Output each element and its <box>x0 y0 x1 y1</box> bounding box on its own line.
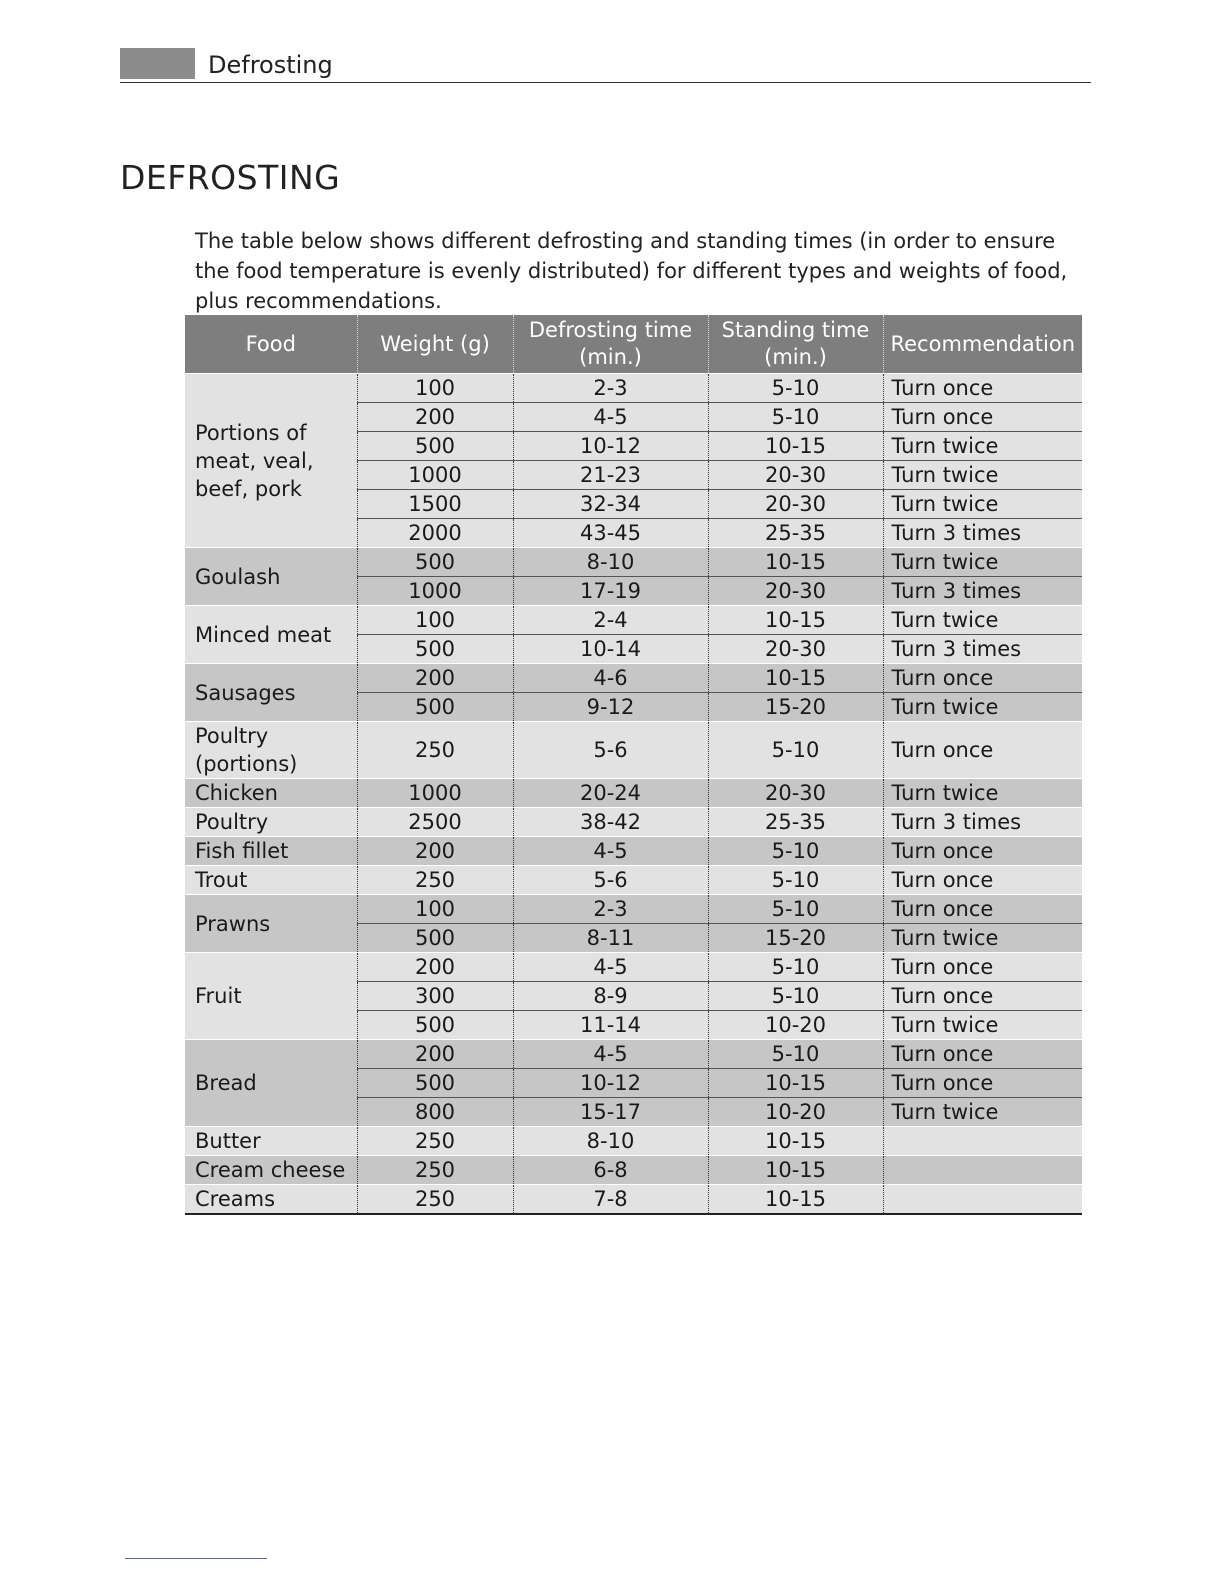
table-row <box>185 1185 1082 1215</box>
recommendation-cell <box>883 1185 1082 1215</box>
weight-cell: 500 <box>357 693 513 722</box>
standing-time-cell: 20-30 <box>708 461 883 490</box>
recommendation-cell: Turn 3 times <box>883 808 1082 837</box>
recommendation-cell: Turn once <box>883 953 1082 982</box>
defrosting-time-cell: 11-14 <box>513 1011 708 1040</box>
defrosting-time-cell: 6-8 <box>513 1156 708 1185</box>
standing-time-cell: 5-10 <box>708 403 883 432</box>
table-row <box>185 808 1082 837</box>
table-row <box>185 722 1082 779</box>
standing-time-cell: 10-15 <box>708 1127 883 1156</box>
food-cell: Poultry <box>185 808 357 837</box>
standing-time-cell: 10-15 <box>708 606 883 635</box>
standing-time-cell: 10-15 <box>708 1185 883 1215</box>
footer-line <box>125 1558 267 1559</box>
standing-time-cell: 5-10 <box>708 866 883 895</box>
standing-time-cell: 5-10 <box>708 953 883 982</box>
weight-cell: 200 <box>357 953 513 982</box>
standing-time-cell: 5-10 <box>708 722 883 779</box>
weight-cell: 500 <box>357 635 513 664</box>
weight-cell: 500 <box>357 1011 513 1040</box>
defrosting-time-cell: 8-9 <box>513 982 708 1011</box>
food-cell: Fruit <box>185 953 357 1040</box>
table-row <box>185 374 1082 403</box>
standing-time-cell: 5-10 <box>708 982 883 1011</box>
defrosting-time-cell: 20-24 <box>513 779 708 808</box>
standing-time-cell: 10-15 <box>708 664 883 693</box>
header-rule <box>120 82 1091 83</box>
recommendation-cell: Turn twice <box>883 548 1082 577</box>
standing-time-cell: 25-35 <box>708 519 883 548</box>
recommendation-cell: Turn once <box>883 866 1082 895</box>
defrosting-time-cell: 10-12 <box>513 432 708 461</box>
weight-cell: 500 <box>357 924 513 953</box>
recommendation-cell: Turn twice <box>883 1098 1082 1127</box>
weight-cell: 1500 <box>357 490 513 519</box>
defrosting-time-cell: 7-8 <box>513 1185 708 1215</box>
defrosting-time-cell: 38-42 <box>513 808 708 837</box>
recommendation-cell: Turn once <box>883 895 1082 924</box>
defrosting-time-cell: 8-10 <box>513 548 708 577</box>
weight-cell: 300 <box>357 982 513 1011</box>
defrosting-time-cell: 5-6 <box>513 866 708 895</box>
food-cell: Chicken <box>185 779 357 808</box>
standing-time-cell: 10-15 <box>708 1156 883 1185</box>
defrosting-time-cell: 4-5 <box>513 403 708 432</box>
food-cell: Portions of meat, veal, beef, pork <box>185 374 357 548</box>
defrosting-table <box>185 315 1082 1215</box>
table-row <box>185 779 1082 808</box>
recommendation-cell: Turn 3 times <box>883 519 1082 548</box>
standing-time-cell: 10-15 <box>708 548 883 577</box>
standing-time-cell: 20-30 <box>708 490 883 519</box>
standing-time-cell: 20-30 <box>708 635 883 664</box>
weight-cell: 200 <box>357 837 513 866</box>
recommendation-cell: Turn twice <box>883 924 1082 953</box>
food-cell: Butter <box>185 1127 357 1156</box>
food-cell: Poultry (portions) <box>185 722 357 779</box>
defrosting-time-cell: 2-4 <box>513 606 708 635</box>
weight-cell: 800 <box>357 1098 513 1127</box>
standing-time-cell: 5-10 <box>708 837 883 866</box>
weight-cell: 1000 <box>357 779 513 808</box>
standing-time-cell: 20-30 <box>708 577 883 606</box>
weight-cell: 100 <box>357 606 513 635</box>
recommendation-cell <box>883 1127 1082 1156</box>
defrosting-time-cell: 17-19 <box>513 577 708 606</box>
recommendation-cell: Turn 3 times <box>883 635 1082 664</box>
recommendation-cell: Turn once <box>883 1040 1082 1069</box>
weight-cell: 250 <box>357 1156 513 1185</box>
recommendation-cell: Turn twice <box>883 779 1082 808</box>
weight-cell: 200 <box>357 1040 513 1069</box>
table-row <box>185 1156 1082 1185</box>
defrosting-time-cell: 32-34 <box>513 490 708 519</box>
weight-cell: 250 <box>357 1127 513 1156</box>
table-row <box>185 895 1082 924</box>
food-cell: Creams <box>185 1185 357 1215</box>
recommendation-cell: Turn once <box>883 374 1082 403</box>
table-row <box>185 548 1082 577</box>
table-body <box>185 374 1082 1215</box>
recommendation-cell: Turn once <box>883 837 1082 866</box>
standing-time-cell: 5-10 <box>708 1040 883 1069</box>
column-header-defrosting-time: Defrosting time (min.) <box>513 315 708 374</box>
food-cell: Trout <box>185 866 357 895</box>
defrosting-time-cell: 2-3 <box>513 374 708 403</box>
table-row <box>185 837 1082 866</box>
food-cell: Prawns <box>185 895 357 953</box>
recommendation-cell: Turn twice <box>883 693 1082 722</box>
standing-time-cell: 10-15 <box>708 432 883 461</box>
defrosting-time-cell: 4-6 <box>513 664 708 693</box>
standing-time-cell: 25-35 <box>708 808 883 837</box>
defrosting-time-cell: 4-5 <box>513 1040 708 1069</box>
weight-cell: 100 <box>357 374 513 403</box>
table-row <box>185 1040 1082 1069</box>
standing-time-cell: 5-10 <box>708 374 883 403</box>
weight-cell: 1000 <box>357 577 513 606</box>
recommendation-cell: Turn once <box>883 1069 1082 1098</box>
defrosting-time-cell: 21-23 <box>513 461 708 490</box>
food-cell: Sausages <box>185 664 357 722</box>
weight-cell: 1000 <box>357 461 513 490</box>
weight-cell: 2000 <box>357 519 513 548</box>
table-header-row <box>185 315 1082 374</box>
food-cell: Cream cheese <box>185 1156 357 1185</box>
recommendation-cell: Turn twice <box>883 461 1082 490</box>
standing-time-cell: 15-20 <box>708 693 883 722</box>
food-cell: Minced meat <box>185 606 357 664</box>
recommendation-cell: Turn twice <box>883 432 1082 461</box>
defrosting-time-cell: 10-12 <box>513 1069 708 1098</box>
standing-time-cell: 15-20 <box>708 924 883 953</box>
recommendation-cell: Turn twice <box>883 1011 1082 1040</box>
table-row <box>185 606 1082 635</box>
recommendation-cell: Turn once <box>883 722 1082 779</box>
food-cell: Bread <box>185 1040 357 1127</box>
standing-time-cell: 10-20 <box>708 1011 883 1040</box>
defrosting-time-cell: 8-11 <box>513 924 708 953</box>
weight-cell: 250 <box>357 1185 513 1215</box>
defrosting-time-cell: 15-17 <box>513 1098 708 1127</box>
column-header-recommendation: Recommendation <box>883 315 1082 374</box>
recommendation-cell: Turn 3 times <box>883 577 1082 606</box>
defrosting-time-cell: 4-5 <box>513 953 708 982</box>
column-header-food: Food <box>185 315 357 374</box>
defrosting-time-cell: 2-3 <box>513 895 708 924</box>
defrosting-time-cell: 10-14 <box>513 635 708 664</box>
defrosting-time-cell: 4-5 <box>513 837 708 866</box>
recommendation-cell: Turn once <box>883 403 1082 432</box>
standing-time-cell: 10-15 <box>708 1069 883 1098</box>
weight-cell: 200 <box>357 403 513 432</box>
recommendation-cell <box>883 1156 1082 1185</box>
defrosting-time-cell: 43-45 <box>513 519 708 548</box>
table-row <box>185 953 1082 982</box>
column-header-standing-time: Standing time (min.) <box>708 315 883 374</box>
table-row <box>185 1127 1082 1156</box>
defrosting-time-cell: 5-6 <box>513 722 708 779</box>
standing-time-cell: 20-30 <box>708 779 883 808</box>
weight-cell: 250 <box>357 722 513 779</box>
food-cell: Goulash <box>185 548 357 606</box>
weight-cell: 500 <box>357 432 513 461</box>
recommendation-cell: Turn once <box>883 982 1082 1011</box>
recommendation-cell: Turn twice <box>883 490 1082 519</box>
weight-cell: 100 <box>357 895 513 924</box>
weight-cell: 250 <box>357 866 513 895</box>
recommendation-cell: Turn once <box>883 664 1082 693</box>
food-cell: Fish fillet <box>185 837 357 866</box>
weight-cell: 500 <box>357 1069 513 1098</box>
weight-cell: 200 <box>357 664 513 693</box>
weight-cell: 2500 <box>357 808 513 837</box>
defrosting-time-cell: 8-10 <box>513 1127 708 1156</box>
page-title: DEFROSTING <box>120 158 341 197</box>
table-row <box>185 866 1082 895</box>
header-bar <box>120 48 195 79</box>
column-header-weight: Weight (g) <box>357 315 513 374</box>
weight-cell: 500 <box>357 548 513 577</box>
defrosting-time-cell: 9-12 <box>513 693 708 722</box>
section-label: Defrosting <box>208 51 333 79</box>
table-row <box>185 664 1082 693</box>
recommendation-cell: Turn twice <box>883 606 1082 635</box>
standing-time-cell: 10-20 <box>708 1098 883 1127</box>
intro-paragraph: The table below shows different defrosting and standing times (in order to ensure the food temperature is evenly distributed) for different types and weights of food, plus recommendations. <box>195 229 1068 313</box>
standing-time-cell: 5-10 <box>708 895 883 924</box>
